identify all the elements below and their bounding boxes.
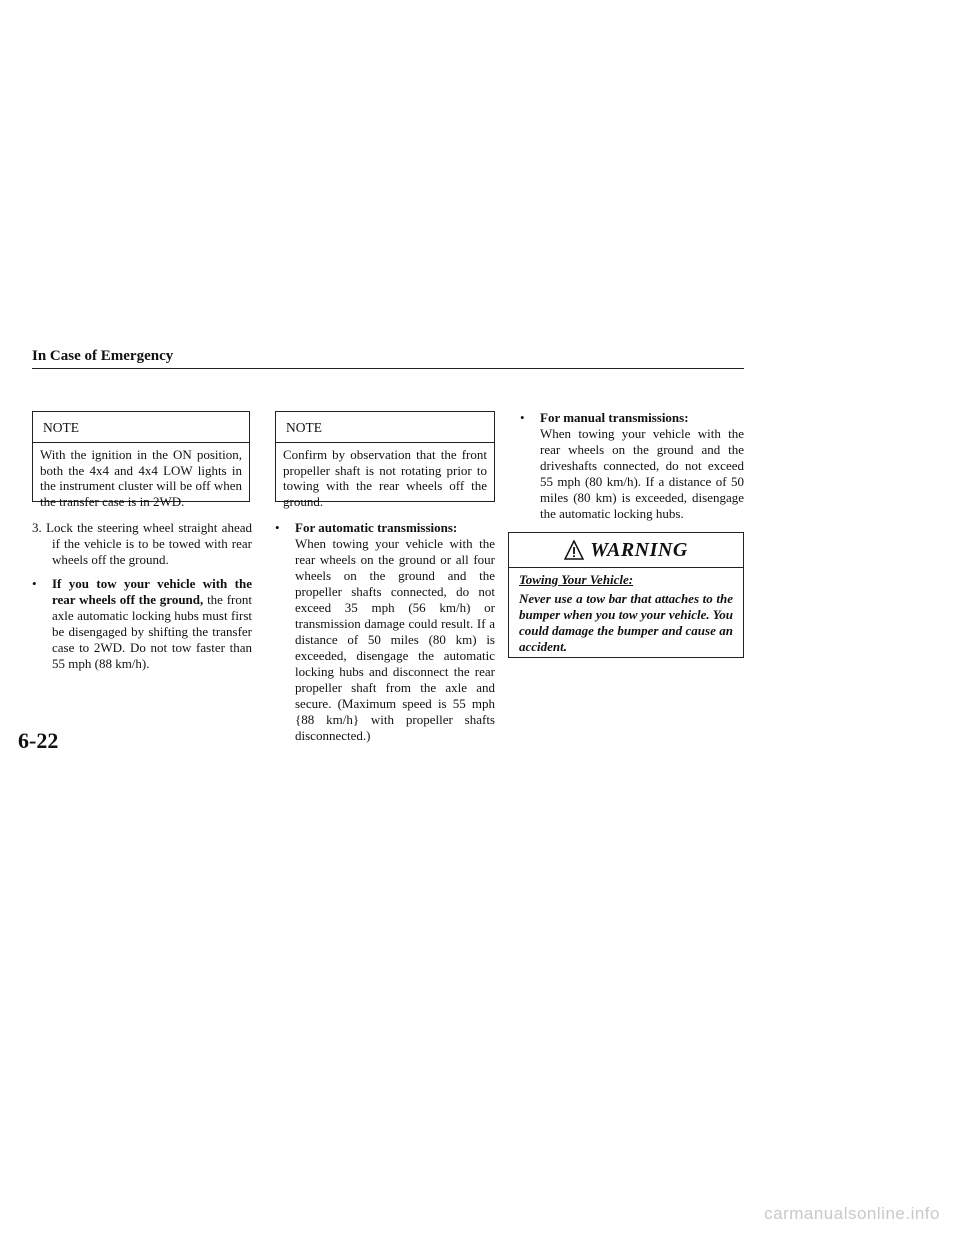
bullet-heading: For automatic transmissions: [295, 520, 458, 535]
bullet-text: When towing your vehicle with the rear wheels on the ground or all four wheels on the ground and the propeller shafts connected, do not exceed 35 mph (56 km/h) or transmission damage could result. If a distance of 50 miles (80 km) is exceeded, disengage the automatic locking hubs and disconnect the rear propeller shaft from the axle and secure. (Maximum speed is 55 mph {88 km/h} with propeller shafts disconnected.) [295, 536, 495, 743]
bullet-heading: For manual transmissions: [540, 410, 689, 425]
section-title: In Case of Emergency [32, 348, 174, 364]
step-3-text: 3. Lock the steering wheel straight ahead if the vehicle is to be towed with rear wheels off the ground. [32, 520, 252, 567]
note-box-ignition [32, 411, 250, 509]
bullet-text: When towing your vehicle with the rear wheels on the ground and the driveshafts connected, do not exceed 55 mph (80 km/h). If a distance of 50 miles (80 km) is exceeded, disengage the automatic locking hubs. [540, 426, 744, 521]
warning-box [508, 532, 744, 658]
warning-subtitle: Towing Your Vehicle: [519, 572, 634, 587]
header-divider [32, 368, 744, 369]
column-2 [275, 520, 495, 744]
watermark-text: carmanualsonline.info [764, 1204, 940, 1223]
bullet-rear-wheels-off [32, 576, 252, 672]
page-number: 6-22 [18, 728, 59, 753]
warning-title: WARNING [590, 538, 688, 561]
note-label: NOTE [33, 412, 249, 443]
warning-triangle-icon [564, 540, 584, 560]
bullet-marker: • [520, 410, 525, 425]
bullet-marker: • [32, 576, 37, 591]
column-3 [520, 410, 744, 522]
bullet-lead: If you tow your vehicle with the rear wheels off the ground, [52, 576, 252, 607]
note-label: NOTE [276, 412, 494, 443]
warning-header [509, 533, 743, 568]
bullet-manual-transmissions [520, 410, 744, 522]
bullet-text: the front axle automatic locking hubs must first be disengaged by shifting the transfer case to 2WD. Do not tow faster than 55 mph (88 km/h). [52, 592, 253, 671]
column-1 [32, 520, 252, 672]
note-box-propeller [275, 411, 495, 509]
warning-body [509, 568, 743, 655]
note-text: With the ignition in the ON position, both the 4x4 and 4x4 LOW lights in the instrument cluster will be off when the transfer case is in 2WD. [40, 447, 242, 509]
warning-text: Never use a tow bar that attaches to the bumper when you tow your vehicle. You could damage the bumper and cause an accident. [519, 591, 733, 654]
bullet-automatic-transmissions [275, 520, 495, 744]
bullet-marker: • [275, 520, 280, 535]
note-text: Confirm by observation that the front propeller shaft is not rotating prior to towing with the rear wheels off the ground. [283, 447, 487, 509]
